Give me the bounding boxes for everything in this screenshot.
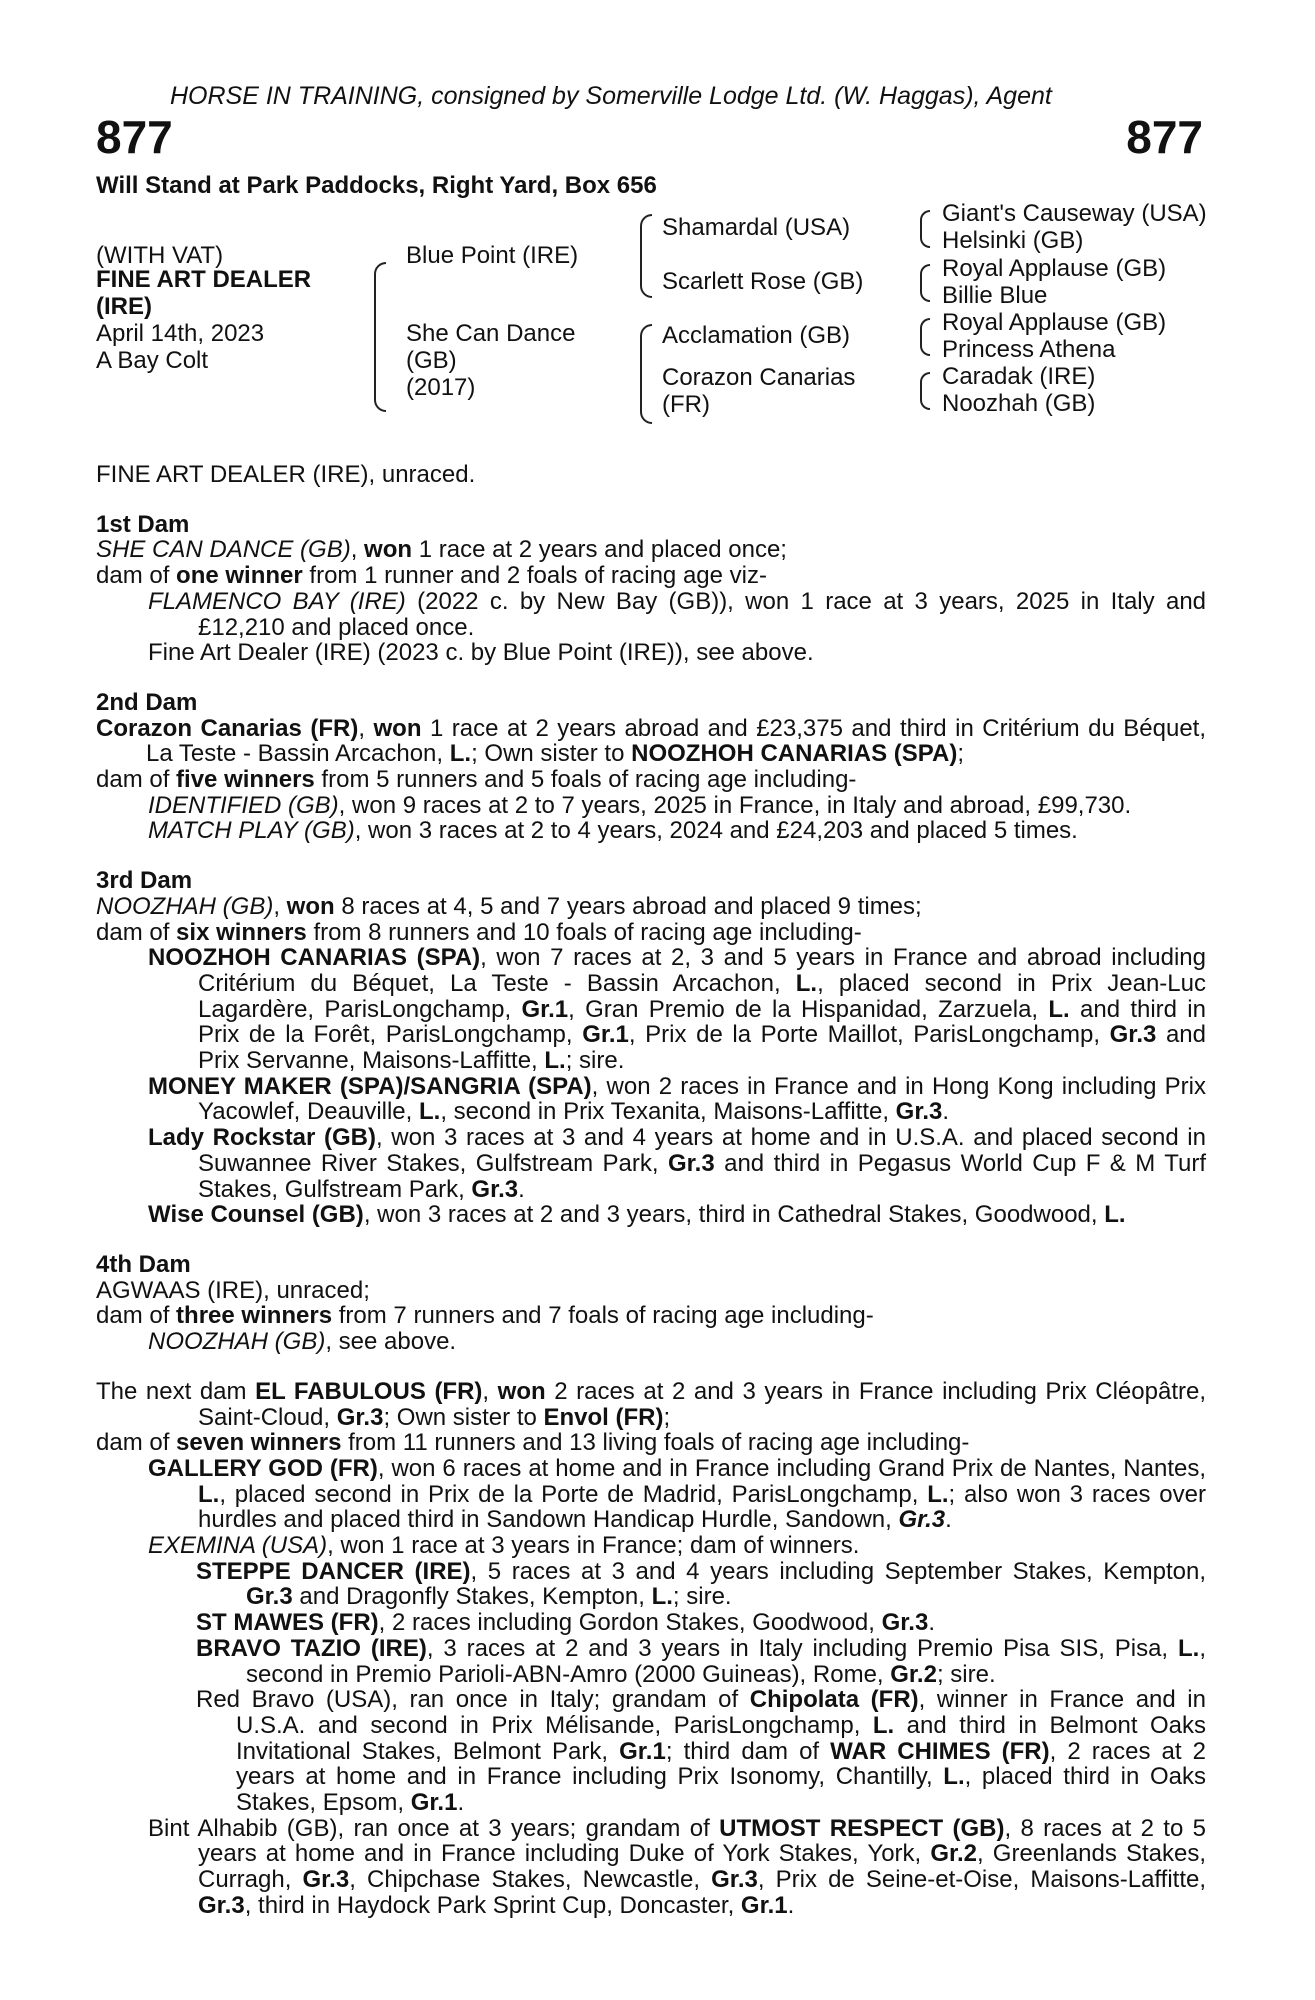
brace-dd [920,372,930,410]
first-dam-heading: 1st Dam [96,510,190,538]
dam-dam-sire: Caradak (IRE) [942,363,1096,390]
exemina-offspring-st-mawes: ST MAWES (FR), 2 races including Gordon Stakes, Goodwood, Gr.3. [196,1609,935,1637]
sire-dam-dam: Billie Blue [942,282,1048,309]
third-dam-offspring-2: MONEY MAKER (SPA)/SANGRIA (SPA), won 2 races in France and in Hong Kong including Prix Yacowlef, Deauville, L., second in Prix Texanita, Maisons-Laffitte, Gr.3. [148,1072,1206,1126]
brace-sd [920,264,930,302]
next-dam-line: The next dam EL FABULOUS (FR), won 2 races at 2 and 3 years in France including Prix Cléopâtre, Saint-Cloud, Gr.3; Own sister to Envol (FR); [96,1377,1206,1431]
first-dam-offspring-2: Fine Art Dealer (IRE) (2023 c. by Blue Point (IRE)), see above. [148,639,814,667]
pedigree-table [0,200,1315,430]
dam-dam-dam: Noozhah (GB) [942,390,1096,417]
next-dam-offspring-bint-alhabib: Bint Alhabib (GB), ran once at 3 years; grandam of UTMOST RESPECT (GB), 8 races at 2 to 5 years at home and in France including Duke of York Stakes, York, Gr.2, Greenlands Stakes, Curragh, Gr.3, Chipchase Stakes, Newcastle, Gr.3, Prix de Seine-et-Oise, Maisons-Laffitte, Gr.3, third in Haydock Park Sprint Cup, Doncaster, Gr.1. [148,1814,1207,1919]
horse-name-suffix: (IRE) [96,293,152,320]
brace-sire-line [640,214,652,298]
dam-dam-suffix: (FR) [662,391,710,418]
dam-dam: Corazon Canarias [662,364,856,391]
third-dam-heading: 3rd Dam [96,867,193,895]
third-dam-section [96,868,1206,1228]
first-dam-line: SHE CAN DANCE (GB), won 1 race at 2 years and placed once; [96,536,787,564]
fourth-dam-section [96,1252,1206,1355]
sire: Blue Point (IRE) [406,242,579,269]
dam-suffix: (GB) [406,347,457,374]
third-dam-offspring-1: NOOZHOH CANARIAS (SPA), won 7 races at 2, 3 and 5 years in France and abroad including Critérium du Béquet, La Teste - Bassin Arcachon, L., placed second in Prix Jean-Luc Lagardère, ParisLongchamp, Gr.1, Gran Premio de la Hispanidad, Zarzuela, L. and third in Prix de la Forêt, ParisLongchamp, Gr.1, Prix de la Porte Maillot, ParisLongchamp, Gr.3 and Prix Servanne, Maisons-Laffitte, L.; sire. [148,944,1207,1075]
sire-sire-sire: Giant's Causeway (USA) [942,200,1207,227]
next-dam-offspring-gallery-god: GALLERY GOD (FR), won 6 races at home and in France including Grand Prix de Nantes, Nantes, L., placed second in Prix de la Porte de Madrid, ParisLongchamp, L.; also won 3 races over hurdles and placed third in Sandown Handicap Hurdle, Sandown, Gr.3. [148,1454,1207,1534]
second-dam-offspring-2: MATCH PLAY (GB), won 3 races at 2 to 4 years, 2024 and £24,203 and placed 5 times. [148,817,1078,845]
brace-sire-dam [374,262,386,412]
pedigree-notes [96,462,1206,1919]
exemina-offspring-steppe-dancer: STEPPE DANCER (IRE), 5 races at 3 and 4 years including September Stakes, Kempton, Gr.3 and Dragonfly Stakes, Kempton, L.; sire. [196,1557,1206,1611]
horse-name: FINE ART DEALER [96,266,312,293]
sire-dam-sire: Royal Applause (GB) [942,255,1167,282]
second-dam-line: Corazon Canarias (FR), won 1 race at 2 years abroad and £23,375 and third in Critérium du Béquet, La Teste - Bassin Arcachon, L.; Own sister to NOOZHOH CANARIAS (SPA); [96,714,1206,768]
first-dam-produce: dam of one winner from 1 runner and 2 foals of racing age viz- [96,562,767,590]
lot-number-left: 877 [96,111,173,163]
exemina-offspring-bravo-tazio: BRAVO TAZIO (IRE), 3 races at 2 and 3 years in Italy including Premio Pisa SIS, Pisa, L., second in Premio Parioli-ABN-Amro (2000 Guineas), Rome, Gr.2; sire. [196,1634,1206,1688]
brace-ss [920,210,930,248]
next-dam-section [96,1379,1206,1919]
brace-dam-line [640,324,652,424]
sire-dam: Scarlett Rose (GB) [662,268,864,295]
lot-number-right: 877 [1126,111,1203,163]
vat-note: (WITH VAT) [96,242,224,269]
first-dam-offspring-1: FLAMENCO BAY (IRE) (2022 c. by New Bay (GB)), won 1 race at 3 years, 2025 in Italy and £12,210 and placed once. [148,587,1207,641]
third-dam-produce: dam of six winners from 8 runners and 10 foals of racing age including- [96,918,862,946]
fourth-dam-heading: 4th Dam [96,1250,191,1278]
horse-sex: A Bay Colt [96,347,209,374]
second-dam-offspring-1: IDENTIFIED (GB), won 9 races at 2 to 7 years, 2025 in France, in Italy and abroad, £99,730. [148,791,1132,819]
fourth-dam-line: AGWAAS (IRE), unraced; [96,1276,370,1304]
second-dam-heading: 2nd Dam [96,688,198,716]
sire-sire: Shamardal (USA) [662,214,851,241]
dam-sire-dam: Princess Athena [942,336,1116,363]
exemina-offspring-red-bravo: Red Bravo (USA), ran once in Italy; grandam of Chipolata (FR), winner in France and in U.S.A. and second in Prix Mélisande, ParisLongchamp, L. and third in Belmont Oaks Invitational Stakes, Belmont Park, Gr.1; third dam of WAR CHIMES (FR), 2 races at 2 years at home and in France including Prix Isonomy, Chantilly, L., placed third in Oaks Stakes, Epsom, Gr.1. [196,1686,1207,1817]
third-dam-line: NOOZHAH (GB), won 8 races at 4, 5 and 7 years abroad and placed 9 times; [96,892,922,920]
dam-sire: Acclamation (GB) [662,322,851,349]
dam: She Can Dance [406,320,576,347]
foaling-date: April 14th, 2023 [96,320,265,347]
third-dam-offspring-4: Wise Counsel (GB), won 3 races at 2 and 3 years, third in Cathedral Stakes, Goodwood, L. [148,1201,1126,1229]
intro-line: FINE ART DEALER (IRE), unraced. [96,461,476,488]
fourth-dam-offspring-1: NOOZHAH (GB), see above. [148,1328,457,1356]
dam-sire-sire: Royal Applause (GB) [942,309,1167,336]
second-dam-produce: dam of five winners from 5 runners and 5 foals of racing age including- [96,766,857,794]
fourth-dam-produce: dam of three winners from 7 runners and 7 foals of racing age including- [96,1302,874,1330]
next-dam-produce: dam of seven winners from 11 runners and 13 living foals of racing age including- [96,1429,970,1457]
consignment-line: HORSE IN TRAINING, consigned by Somerville Lodge Ltd. (W. Haggas), Agent [170,82,1052,110]
stand-location: Will Stand at Park Paddocks, Right Yard, Box 656 [96,172,657,199]
brace-ds [920,318,930,356]
third-dam-offspring-3: Lady Rockstar (GB), won 3 races at 3 and 4 years at home and in U.S.A. and placed second in Suwannee River Stakes, Gulfstream Park, Gr.3 and third in Pegasus World Cup F & M Turf Stakes, Gulfstream Park, Gr.3. [148,1124,1206,1203]
next-dam-offspring-exemina: EXEMINA (USA), won 1 race at 3 years in France; dam of winners. [148,1532,860,1560]
first-dam-section [96,512,1206,666]
sire-sire-dam: Helsinki (GB) [942,227,1084,254]
dam-year: (2017) [406,374,476,401]
second-dam-section [96,690,1206,844]
